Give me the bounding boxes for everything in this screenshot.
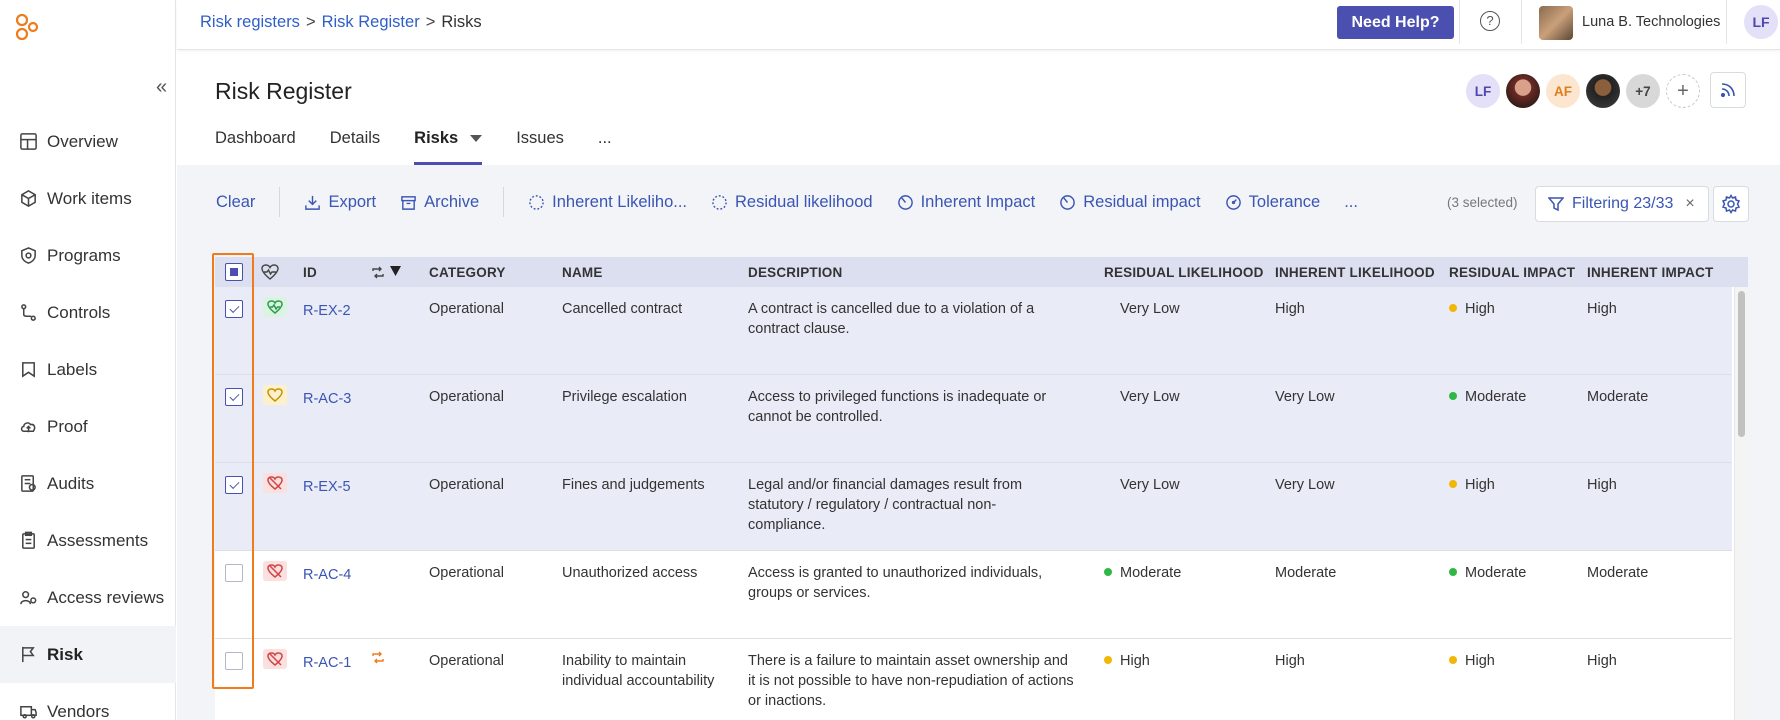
residual-likelihood-value: Very Low [1120, 389, 1180, 405]
description-line: Legal and/or financial damages result from [748, 477, 1023, 493]
inherent-likelihood-label: Inherent Likeliho... [552, 192, 687, 211]
residual-impact-value [1449, 563, 1526, 583]
box-icon [19, 189, 38, 208]
table-row[interactable] [215, 287, 1732, 375]
controls-icon [19, 303, 38, 322]
tab-dashboard[interactable]: Dashboard [215, 129, 296, 147]
status-dot [1449, 392, 1457, 400]
residual-likelihood-text: Moderate [1120, 565, 1182, 581]
tolerance-button[interactable] [1225, 193, 1321, 212]
collaborator-avatar[interactable] [1586, 74, 1620, 108]
tolerance-label: Tolerance [1248, 192, 1321, 211]
tab-bar [215, 129, 646, 165]
description-line: Access is granted to unauthorized individuals, [748, 565, 1043, 581]
collaborator-avatar[interactable]: LF [1466, 74, 1500, 108]
row-checkbox[interactable] [225, 476, 243, 494]
clear-button[interactable]: Clear [216, 192, 256, 211]
tab-details[interactable]: Details [329, 129, 381, 147]
residual-impact-text: High [1465, 477, 1495, 493]
cloud-upload-icon [19, 417, 38, 436]
sidebar-nav [0, 113, 176, 720]
breadcrumb-risk-register[interactable]: Risk Register [321, 13, 420, 31]
archive-label: Archive [424, 192, 480, 211]
residual-likelihood-text: High [1120, 653, 1150, 669]
sidebar-item-programs[interactable] [0, 227, 176, 284]
tab-risks[interactable] [414, 129, 482, 165]
status-dot [1104, 568, 1112, 576]
inherent-impact-label: Inherent Impact [920, 192, 1036, 211]
inherent-impact-value: High [1587, 653, 1617, 669]
risks-table [215, 257, 1748, 720]
sort-down-icon[interactable] [390, 266, 401, 276]
inherent-impact-button[interactable] [897, 193, 1036, 212]
divider [503, 187, 504, 217]
access-review-icon [19, 588, 38, 607]
health-heart-icon [263, 297, 287, 317]
risk-category: Operational [429, 653, 504, 669]
status-dot [1449, 568, 1457, 576]
top-bar [177, 0, 1780, 50]
breadcrumb-current: Risks [441, 13, 482, 31]
truck-icon [19, 702, 38, 720]
gauge-icon [1225, 194, 1242, 211]
residual-impact-text: High [1465, 653, 1495, 669]
impact-icon [1059, 194, 1076, 211]
description-line: There is a failure to maintain asset ownership and [748, 653, 1068, 669]
inherent-impact-value: Moderate [1587, 389, 1649, 405]
org-avatar[interactable] [1539, 6, 1573, 40]
table-scrollbar[interactable] [1734, 287, 1748, 720]
select-all-checkbox[interactable] [225, 263, 243, 281]
breadcrumb-risk-registers[interactable]: Risk registers [200, 13, 300, 31]
risk-category: Operational [429, 565, 504, 581]
description-line: compliance. [748, 517, 826, 533]
sidebar-item-label: Audits [47, 473, 95, 493]
impact-icon [897, 194, 914, 211]
inherent-likelihood-value: High [1275, 653, 1305, 669]
residual-impact-value [1449, 387, 1526, 407]
table-row[interactable] [215, 639, 1732, 720]
status-dot [1449, 304, 1457, 312]
more-actions-button[interactable]: ... [1344, 192, 1358, 211]
sidebar-item-labels[interactable] [0, 341, 176, 398]
residual-likelihood-value [1104, 563, 1181, 583]
residual-likelihood-value [1104, 651, 1150, 671]
sidebar-item-vendors[interactable] [0, 683, 176, 720]
health-heart-off-icon [263, 649, 287, 669]
sidebar-item-label: Risk [47, 644, 83, 664]
table-row[interactable] [215, 463, 1732, 551]
overview-icon [19, 132, 38, 151]
row-checkbox[interactable] [225, 652, 243, 670]
help-icon[interactable]: ? [1480, 11, 1500, 31]
column-header-category[interactable]: CATEGORY [429, 265, 506, 280]
sidebar-item-overview[interactable] [0, 113, 176, 170]
status-dot [1104, 656, 1112, 664]
shield-icon [19, 246, 38, 265]
residual-impact-value [1449, 651, 1495, 671]
inherent-likelihood-value: Very Low [1275, 389, 1335, 405]
sidebar-item-label: Overview [47, 131, 118, 151]
breadcrumb [200, 13, 482, 32]
column-header-inherent-likelihood[interactable]: INHERENT LIKELIHOOD [1275, 265, 1435, 280]
sidebar-item-label: Controls [47, 302, 111, 322]
column-header-residual-impact[interactable]: RESIDUAL IMPACT [1449, 265, 1576, 280]
sidebar-item-access-reviews[interactable] [0, 569, 176, 626]
inherent-impact-value: High [1587, 477, 1617, 493]
inherent-impact-value: Moderate [1587, 565, 1649, 581]
table-row[interactable] [215, 375, 1732, 463]
tab-issues[interactable]: Issues [516, 129, 564, 147]
collaborator-avatar[interactable] [1506, 74, 1540, 108]
column-header-description[interactable]: DESCRIPTION [748, 265, 843, 280]
collaborator-avatar[interactable]: AF [1546, 74, 1580, 108]
likelihood-icon [528, 194, 545, 211]
residual-likelihood-button[interactable] [711, 193, 873, 212]
risk-description [748, 299, 1034, 339]
export-button[interactable] [304, 193, 376, 212]
org-name[interactable]: Luna B. Technologies [1582, 14, 1721, 30]
inherent-likelihood-value: Moderate [1275, 565, 1337, 581]
heart-pulse-icon[interactable] [261, 264, 279, 280]
residual-likelihood-value: Very Low [1120, 477, 1180, 493]
description-line: A contract is cancelled due to a violation of a [748, 301, 1035, 317]
risk-name: Unauthorized access [562, 565, 698, 581]
risk-description [748, 563, 1042, 603]
description-line: Access to privileged functions is inadequate or [748, 389, 1047, 405]
filter-icon [1548, 196, 1564, 212]
archive-icon [400, 194, 417, 211]
residual-impact-label: Residual impact [1083, 192, 1201, 211]
inherent-likelihood-button[interactable] [528, 193, 687, 212]
selected-count: (3 selected) [1447, 195, 1518, 210]
divider [1521, 0, 1522, 44]
health-heart-off-icon [263, 561, 287, 581]
collapse-sidebar-icon[interactable]: « [156, 76, 168, 98]
sidebar [0, 0, 176, 720]
page-title: Risk Register [215, 78, 352, 104]
risk-name: Privilege escalation [562, 389, 687, 405]
description-line: statutory / regulatory / contractual non- [748, 497, 997, 513]
row-checkbox[interactable] [225, 388, 243, 406]
flag-icon [19, 645, 38, 664]
bulk-action-toolbar [216, 187, 1382, 217]
need-help-button[interactable]: Need Help? [1337, 6, 1454, 39]
filter-label: Filtering 23/33 [1572, 195, 1674, 212]
tab-more[interactable]: ... [597, 129, 612, 147]
sidebar-item-work-items[interactable] [0, 170, 176, 227]
sidebar-item-label: Work items [47, 188, 132, 208]
sidebar-item-controls[interactable] [0, 284, 176, 341]
clear-filter-icon[interactable]: × [1685, 195, 1695, 212]
add-collaborator-button[interactable]: + [1666, 74, 1700, 108]
sidebar-item-audits[interactable] [0, 455, 176, 512]
health-heart-icon [263, 385, 287, 405]
sidebar-item-label: Proof [47, 416, 88, 436]
sidebar-item-label: Access reviews [47, 587, 165, 607]
residual-impact-value [1449, 475, 1495, 495]
risk-description [748, 475, 1022, 535]
more-collaborators-badge[interactable]: +7 [1626, 74, 1660, 108]
residual-likelihood-value: Very Low [1120, 301, 1180, 317]
tab-label: Risks [414, 129, 459, 147]
risk-category: Operational [429, 389, 504, 405]
health-heart-off-icon [263, 473, 287, 493]
audit-icon [19, 474, 38, 493]
sidebar-item-label: Vendors [47, 701, 110, 720]
description-line: it is not possible to have non-repudiation of actions [748, 673, 1074, 689]
row-checkbox[interactable] [225, 564, 243, 582]
inherent-likelihood-value: Very Low [1275, 477, 1335, 493]
breadcrumb-separator: > [425, 13, 436, 31]
name-line: individual accountability [562, 673, 715, 689]
risk-category: Operational [429, 477, 504, 493]
risk-id-link[interactable]: R-AC-4 [303, 567, 352, 583]
description-line: groups or services. [748, 585, 871, 601]
risk-id-link[interactable]: R-AC-3 [303, 391, 352, 407]
risk-description [748, 651, 1074, 711]
sidebar-item-risk[interactable] [0, 626, 176, 683]
risk-id-link[interactable]: R-AC-1 [303, 655, 352, 671]
residual-impact-text: Moderate [1465, 565, 1527, 581]
risk-id-link[interactable]: R-EX-2 [303, 303, 351, 319]
export-label: Export [328, 192, 377, 211]
sidebar-item-label: Assessments [47, 530, 149, 550]
breadcrumb-separator: > [305, 13, 316, 31]
collaborator-avatars [1466, 74, 1706, 108]
sidebar-item-label: Programs [47, 245, 121, 265]
risk-name [562, 651, 714, 691]
residual-impact-button[interactable] [1059, 193, 1200, 212]
risk-id-link[interactable]: R-EX-5 [303, 479, 351, 495]
recurring-icon [371, 651, 385, 664]
description-line: or inactions. [748, 693, 827, 709]
recurring-icon[interactable] [371, 266, 385, 279]
column-header-inherent-impact[interactable]: INHERENT IMPACT [1587, 265, 1714, 280]
residual-likelihood-label: Residual likelihood [735, 192, 873, 211]
name-line: Inability to maintain [562, 653, 687, 669]
description-line: contract clause. [748, 321, 850, 337]
label-icon [19, 360, 38, 379]
residual-impact-value [1449, 299, 1495, 319]
rss-icon [1719, 81, 1737, 99]
divider [1726, 0, 1727, 44]
divider [279, 187, 280, 217]
table-row[interactable] [215, 551, 1732, 639]
column-header-name[interactable]: NAME [562, 265, 603, 280]
download-icon [304, 194, 321, 211]
table-settings-button[interactable] [1713, 186, 1749, 222]
user-avatar[interactable]: LF [1744, 5, 1778, 39]
content-area [177, 165, 1780, 720]
risk-category: Operational [429, 301, 504, 317]
status-dot [1449, 480, 1457, 488]
risk-name: Cancelled contract [562, 301, 683, 317]
inherent-likelihood-value: High [1275, 301, 1305, 317]
residual-impact-text: Moderate [1465, 389, 1527, 405]
sidebar-item-proof[interactable] [0, 398, 176, 455]
likelihood-icon [711, 194, 728, 211]
sidebar-item-label: Labels [47, 359, 98, 379]
residual-impact-text: High [1465, 301, 1495, 317]
chevron-down-icon[interactable] [470, 135, 482, 142]
table-header [215, 257, 1748, 287]
scrollbar-thumb[interactable] [1738, 291, 1745, 437]
column-header-id[interactable]: ID [303, 265, 317, 280]
gear-icon [1721, 194, 1741, 214]
risk-name: Fines and judgements [562, 477, 705, 493]
clipboard-icon [19, 531, 38, 550]
row-checkbox[interactable] [225, 300, 243, 318]
feed-button[interactable] [1710, 72, 1746, 108]
status-dot [1449, 656, 1457, 664]
divider [1459, 0, 1460, 44]
inherent-impact-value: High [1587, 301, 1617, 317]
risk-description [748, 387, 1046, 427]
archive-button[interactable] [400, 193, 479, 212]
sidebar-item-assessments[interactable] [0, 512, 176, 569]
filter-button[interactable] [1535, 186, 1709, 222]
app-logo-icon[interactable] [13, 12, 43, 42]
description-line: cannot be controlled. [748, 409, 883, 425]
column-header-residual-likelihood[interactable]: RESIDUAL LIKELIHOOD [1104, 265, 1264, 280]
